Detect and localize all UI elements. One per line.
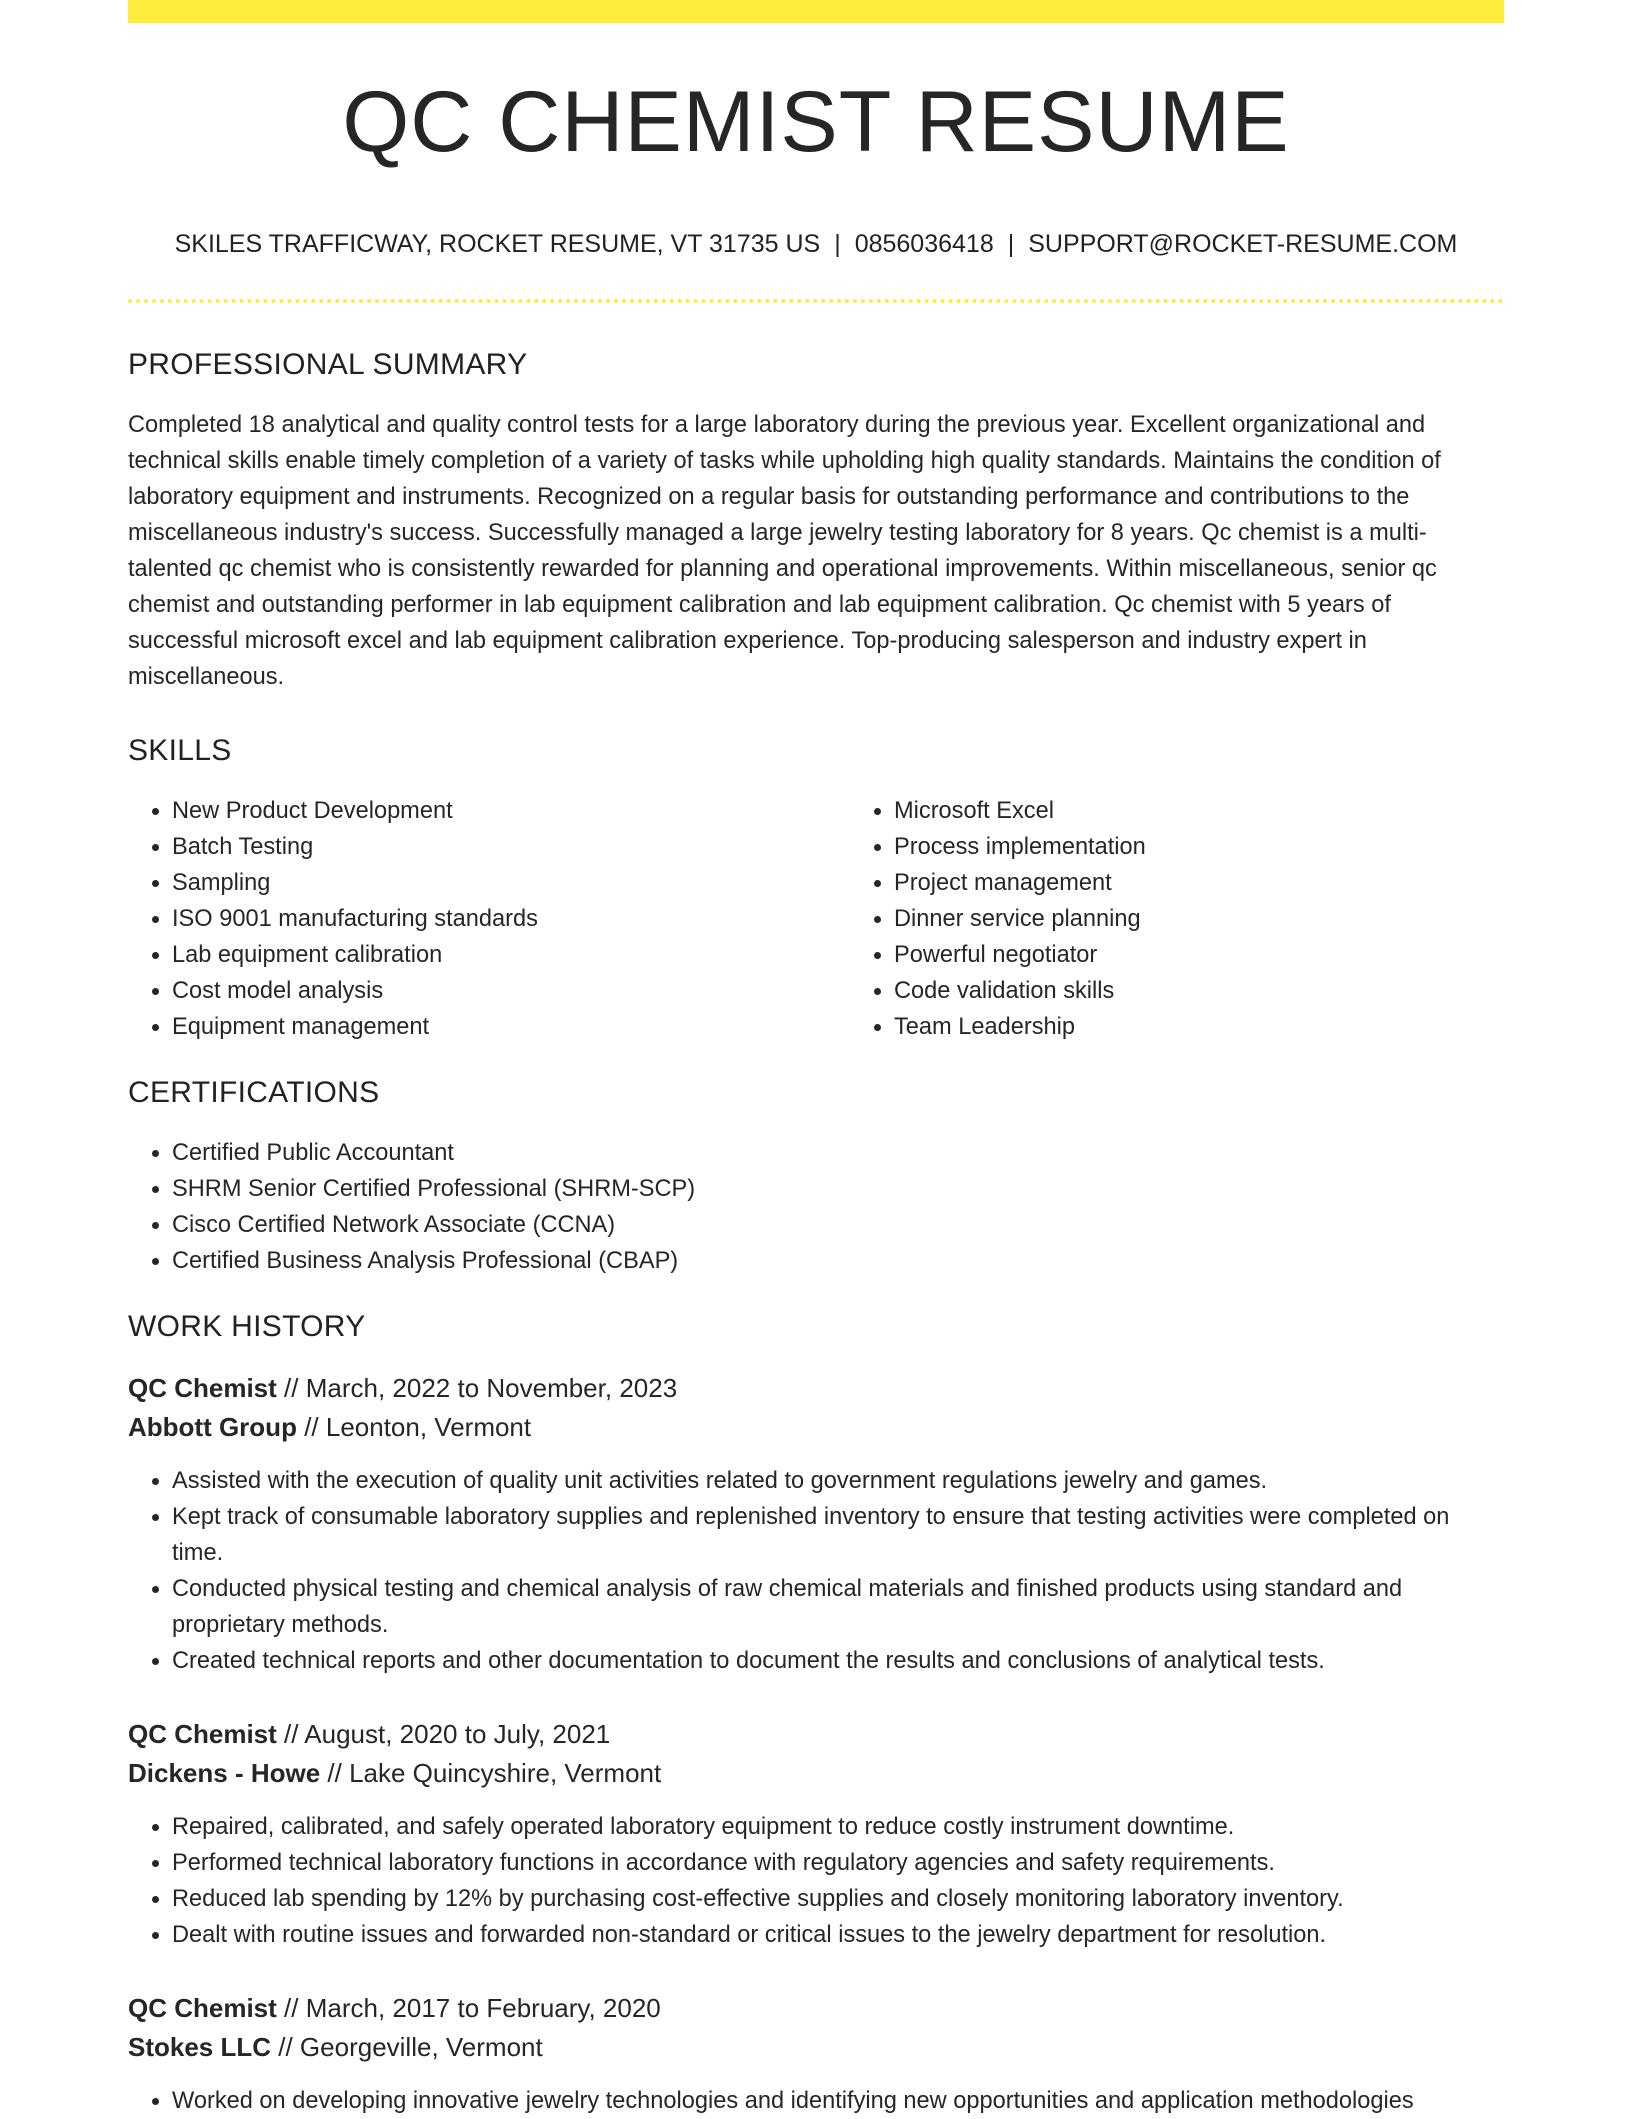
job-bullet: • Created technical reports and other documentation to document the results and conclusions of analytical tests. <box>172 1643 1504 1679</box>
job-bullet: • Reduced lab spending by 12% by purchasing cost-effective supplies and closely monitoring laboratory inventory. <box>172 1881 1504 1917</box>
job-dates: // August, 2020 to July, 2021 <box>284 1719 611 1749</box>
skill-item: • Process implementation <box>894 829 1572 865</box>
resume-title: QC CHEMIST RESUME <box>342 74 1290 170</box>
skill-item: • Microsoft Excel <box>894 793 1572 829</box>
job-company: Stokes LLC <box>128 2032 272 2062</box>
job-bullet: • Repaired, calibrated, and safely operated laboratory equipment to reduce costly instrument downtime. <box>172 1809 1504 1845</box>
skills-heading: SKILLS <box>128 734 232 767</box>
contact-email: SUPPORT@ROCKET-RESUME.COM <box>1028 230 1458 258</box>
job-bullets <box>128 1463 1504 1679</box>
top-accent-bar <box>128 0 1504 23</box>
contact-separator: | <box>1007 230 1015 258</box>
skill-item: • Project management <box>894 865 1572 901</box>
job-entry <box>128 1715 1504 1953</box>
skill-item: • Team Leadership <box>894 1009 1572 1045</box>
job-company-line <box>128 2028 1504 2067</box>
job-dates: // March, 2022 to November, 2023 <box>284 1373 678 1403</box>
job-dates: // March, 2017 to February, 2020 <box>284 1993 661 2023</box>
job-company-line <box>128 1754 1504 1793</box>
dotted-divider <box>128 299 1504 303</box>
summary-heading: PROFESSIONAL SUMMARY <box>128 348 528 381</box>
job-title-line <box>128 1369 1504 1408</box>
job-title-line <box>128 1715 1504 1754</box>
skill-item: • Equipment management <box>172 1009 850 1045</box>
job-location: // Lake Quincyshire, Vermont <box>327 1758 662 1788</box>
contact-line <box>128 229 1504 259</box>
summary-text: Completed 18 analytical and quality control tests for a large laboratory during the previous year. Excellent organizational and technical skills enable timely completion of a variety of tasks while upholding high quality standards. Maintains the condition of laboratory equipment and instruments. Recognized on a regular basis for outstanding performance and contributions to the miscellaneous industry's success. Successfully managed a large jewelry testing laboratory for 8 years. Qc chemist is a multi-talented qc chemist who is consistently rewarded for planning and operational improvements. Within miscellaneous, senior qc chemist and outstanding performer in lab equipment calibration and lab equipment calibration. Qc chemist with 5 years of successful microsoft excel and lab equipment calibration experience. Top-producing salesperson and industry expert in miscellaneous. <box>128 412 1441 690</box>
contact-address: SKILES TRAFFICWAY, ROCKET RESUME, VT 31735 US <box>174 230 821 258</box>
job-title: QC Chemist <box>128 1373 277 1403</box>
certification-item: • Certified Business Analysis Professional (CBAP) <box>172 1243 1504 1279</box>
job-company: Dickens - Howe <box>128 1758 321 1788</box>
job-title: QC Chemist <box>128 1993 277 2023</box>
certifications-list <box>128 1135 1504 1279</box>
job-bullet: • Kept track of consumable laboratory supplies and replenished inventory to ensure that testing activities were completed on time. <box>172 1499 1504 1571</box>
job-entry <box>128 1369 1504 1679</box>
certifications-heading: CERTIFICATIONS <box>128 1076 380 1109</box>
contact-phone: 0856036418 <box>854 230 994 258</box>
job-title: QC Chemist <box>128 1719 277 1749</box>
certification-item: • Certified Public Accountant <box>172 1135 1504 1171</box>
job-location: // Georgeville, Vermont <box>278 2032 543 2062</box>
job-location: // Leonton, Vermont <box>304 1412 532 1442</box>
job-bullet: • Assisted with the execution of quality unit activities related to government regulations jewelry and games. <box>172 1463 1504 1499</box>
work-history-heading: WORK HISTORY <box>128 1310 366 1343</box>
skill-item: • Lab equipment calibration <box>172 937 850 973</box>
job-bullet: • Conducted physical testing and chemical analysis of raw chemical materials and finished products using standard and proprietary methods. <box>172 1571 1504 1643</box>
skill-item: • New Product Development <box>172 793 850 829</box>
skill-item: • Cost model analysis <box>172 973 850 1009</box>
job-entry <box>128 1989 1504 2119</box>
skills-list-right <box>850 793 1572 1045</box>
job-bullet: • Worked on developing innovative jewelry technologies and identifying new opportunities and application methodologies <box>172 2083 1504 2119</box>
job-title-line <box>128 1989 1504 2028</box>
skills-list-left <box>128 793 850 1045</box>
job-company-line <box>128 1408 1504 1447</box>
resume-page <box>128 0 1504 2119</box>
skill-item: • Dinner service planning <box>894 901 1572 937</box>
skill-item: • Powerful negotiator <box>894 937 1572 973</box>
contact-separator: | <box>834 230 841 258</box>
job-bullet: • Performed technical laboratory functions in accordance with regulatory agencies and safety requirements. <box>172 1845 1504 1881</box>
job-bullets <box>128 1809 1504 1953</box>
job-bullet: • Dealt with routine issues and forwarded non-standard or critical issues to the jewelry department for resolution. <box>172 1917 1504 1953</box>
job-company: Abbott Group <box>128 1412 297 1442</box>
skill-item: • Sampling <box>172 865 850 901</box>
job-bullets <box>128 2083 1504 2119</box>
skill-item: • ISO 9001 manufacturing standards <box>172 901 850 937</box>
skills-columns <box>128 769 1504 1045</box>
certification-item: • SHRM Senior Certified Professional (SHRM-SCP) <box>172 1171 1504 1207</box>
certification-item: • Cisco Certified Network Associate (CCNA) <box>172 1207 1504 1243</box>
skill-item: • Code validation skills <box>894 973 1572 1009</box>
skill-item: • Batch Testing <box>172 829 850 865</box>
